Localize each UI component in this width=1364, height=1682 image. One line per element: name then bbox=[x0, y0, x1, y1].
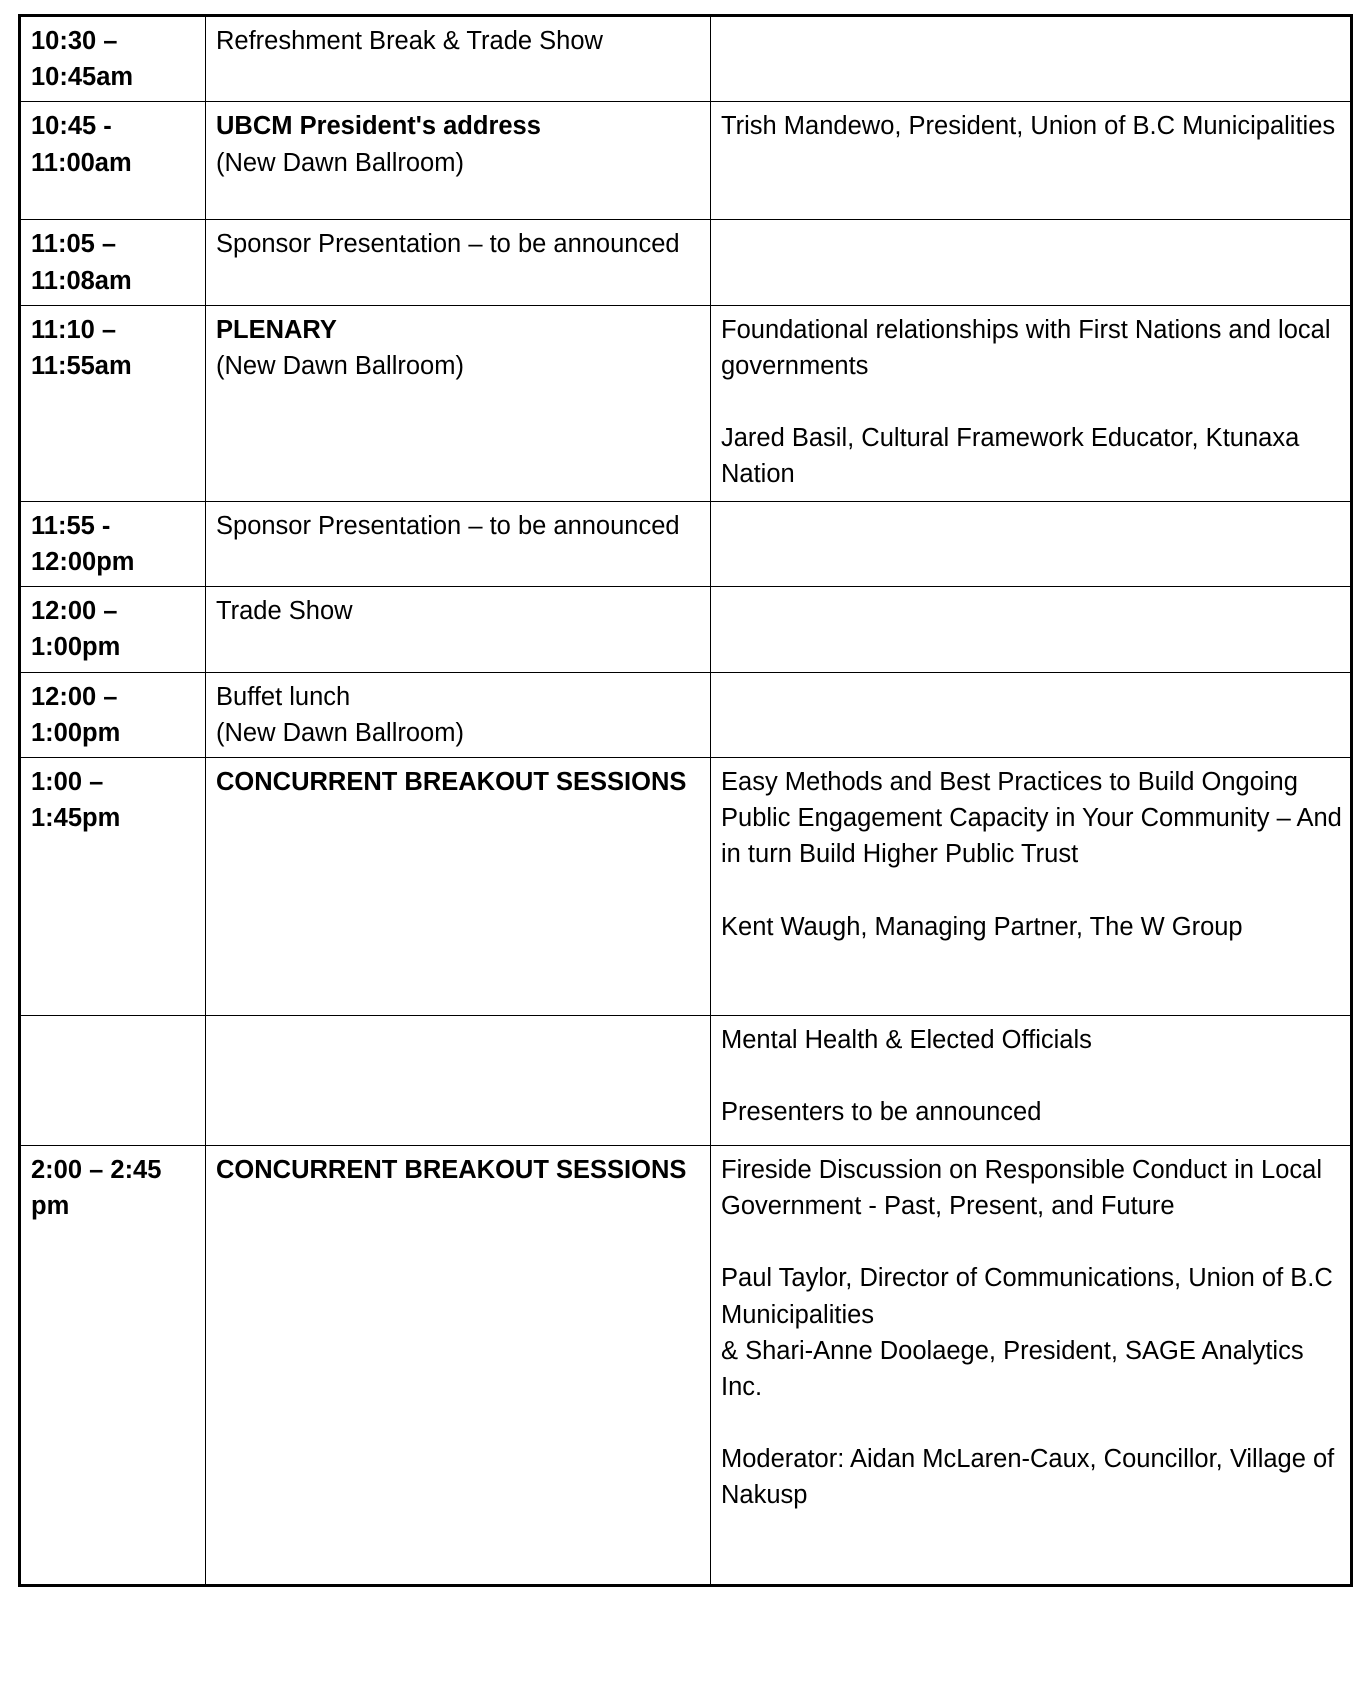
time-line: 11:08am bbox=[31, 266, 132, 295]
cell-time bbox=[20, 305, 206, 501]
cell-session-title bbox=[206, 305, 711, 501]
agenda-table-body bbox=[20, 16, 1352, 1586]
table-row bbox=[20, 672, 1352, 757]
session-subtitle: (New Dawn Ballroom) bbox=[216, 718, 464, 747]
detail-line: Moderator: Aidan McLaren-Caux, Councillor, Village of Nakusp bbox=[721, 1445, 1335, 1510]
time-line: 12:00 – bbox=[31, 597, 118, 626]
time-line: 11:00am bbox=[31, 148, 132, 177]
cell-session-details bbox=[711, 16, 1352, 102]
cell-session-title bbox=[206, 587, 711, 672]
cell-session-title bbox=[206, 501, 711, 586]
time-line: 10:45 - bbox=[31, 112, 112, 141]
cell-session-details bbox=[711, 102, 1352, 220]
cell-session-title bbox=[206, 1016, 711, 1146]
time-line: pm bbox=[31, 1192, 70, 1221]
time-line: 10:30 – bbox=[31, 27, 118, 55]
detail-line: Trish Mandewo, President, Union of B.C Municipalities bbox=[721, 112, 1336, 141]
time-line: 10:45am bbox=[31, 63, 134, 92]
session-subtitle: Refreshment Break & Trade Show bbox=[216, 27, 603, 55]
time-line: 12:00 – bbox=[31, 682, 118, 711]
session-title: CONCURRENT BREAKOUT SESSIONS bbox=[216, 768, 687, 797]
table-row bbox=[20, 102, 1352, 220]
table-row bbox=[20, 758, 1352, 1016]
cell-session-details bbox=[711, 672, 1352, 757]
time-line: 11:10 – bbox=[31, 315, 117, 344]
cell-session-title bbox=[206, 672, 711, 757]
table-row bbox=[20, 587, 1352, 672]
detail-line: Presenters to be announced bbox=[721, 1098, 1042, 1127]
session-subtitle: Trade Show bbox=[216, 597, 353, 626]
session-subtitle: (New Dawn Ballroom) bbox=[216, 148, 464, 177]
detail-line: Jared Basil, Cultural Framework Educator, Ktunaxa Nation bbox=[721, 424, 1300, 489]
cell-session-details bbox=[711, 501, 1352, 586]
detail-spacer bbox=[721, 384, 1342, 420]
cell-time bbox=[20, 672, 206, 757]
session-subtitle: (New Dawn Ballroom) bbox=[216, 352, 464, 381]
session-title: PLENARY bbox=[216, 315, 337, 344]
time-line: 11:55am bbox=[31, 352, 132, 381]
table-row bbox=[20, 1016, 1352, 1146]
cell-session-title bbox=[206, 1146, 711, 1586]
session-title: CONCURRENT BREAKOUT SESSIONS bbox=[216, 1156, 687, 1185]
session-subtitle: Sponsor Presentation – to be announced bbox=[216, 511, 680, 540]
cell-time bbox=[20, 102, 206, 220]
cell-time bbox=[20, 220, 206, 305]
table-row bbox=[20, 501, 1352, 586]
cell-time bbox=[20, 16, 206, 102]
cell-time bbox=[20, 1146, 206, 1586]
detail-line: Easy Methods and Best Practices to Build Ongoing Public Engagement Capacity in Your Community – And in turn Build Higher Public Trust bbox=[721, 768, 1342, 869]
cell-session-title bbox=[206, 16, 711, 102]
table-row bbox=[20, 305, 1352, 501]
detail-line: Kent Waugh, Managing Partner, The W Group bbox=[721, 912, 1243, 941]
cell-session-title bbox=[206, 758, 711, 1016]
cell-session-details bbox=[711, 1146, 1352, 1586]
cell-session-details bbox=[711, 305, 1352, 501]
detail-spacer bbox=[721, 1058, 1342, 1094]
cell-time bbox=[20, 501, 206, 586]
detail-spacer bbox=[721, 873, 1342, 909]
detail-line: Fireside Discussion on Responsible Conduct in Local Government - Past, Present, and Future bbox=[721, 1156, 1322, 1221]
detail-spacer bbox=[721, 1224, 1342, 1260]
time-line: 2:00 – 2:45 bbox=[31, 1156, 162, 1185]
cell-time bbox=[20, 1016, 206, 1146]
cell-session-details bbox=[711, 587, 1352, 672]
cell-time bbox=[20, 587, 206, 672]
time-line: 11:05 – bbox=[31, 230, 117, 259]
detail-spacer bbox=[721, 1405, 1342, 1441]
time-line: 12:00pm bbox=[31, 548, 135, 577]
cell-session-details bbox=[711, 758, 1352, 1016]
cell-session-title bbox=[206, 220, 711, 305]
time-line: 1:00 – bbox=[31, 768, 104, 797]
table-row bbox=[20, 1146, 1352, 1586]
session-subtitle: Buffet lunch bbox=[216, 682, 351, 711]
cell-session-details bbox=[711, 220, 1352, 305]
cell-session-title bbox=[206, 102, 711, 220]
time-line: 1:00pm bbox=[31, 633, 121, 662]
table-row bbox=[20, 16, 1352, 102]
agenda-table bbox=[18, 14, 1353, 1587]
time-line: 11:55 - bbox=[31, 511, 111, 540]
time-line: 1:45pm bbox=[31, 804, 121, 833]
time-line: 1:00pm bbox=[31, 718, 121, 747]
session-subtitle: Sponsor Presentation – to be announced bbox=[216, 230, 680, 259]
cell-session-details bbox=[711, 1016, 1352, 1146]
detail-line: Mental Health & Elected Officials bbox=[721, 1026, 1092, 1055]
detail-line: & Shari-Anne Doolaege, President, SAGE Analytics Inc. bbox=[721, 1336, 1304, 1402]
table-row bbox=[20, 220, 1352, 305]
session-title: UBCM President's address bbox=[216, 112, 541, 141]
detail-line: Foundational relationships with First Nations and local governments bbox=[721, 315, 1331, 381]
detail-line: Paul Taylor, Director of Communications, Union of B.C Municipalities bbox=[721, 1264, 1333, 1329]
cell-time bbox=[20, 758, 206, 1016]
